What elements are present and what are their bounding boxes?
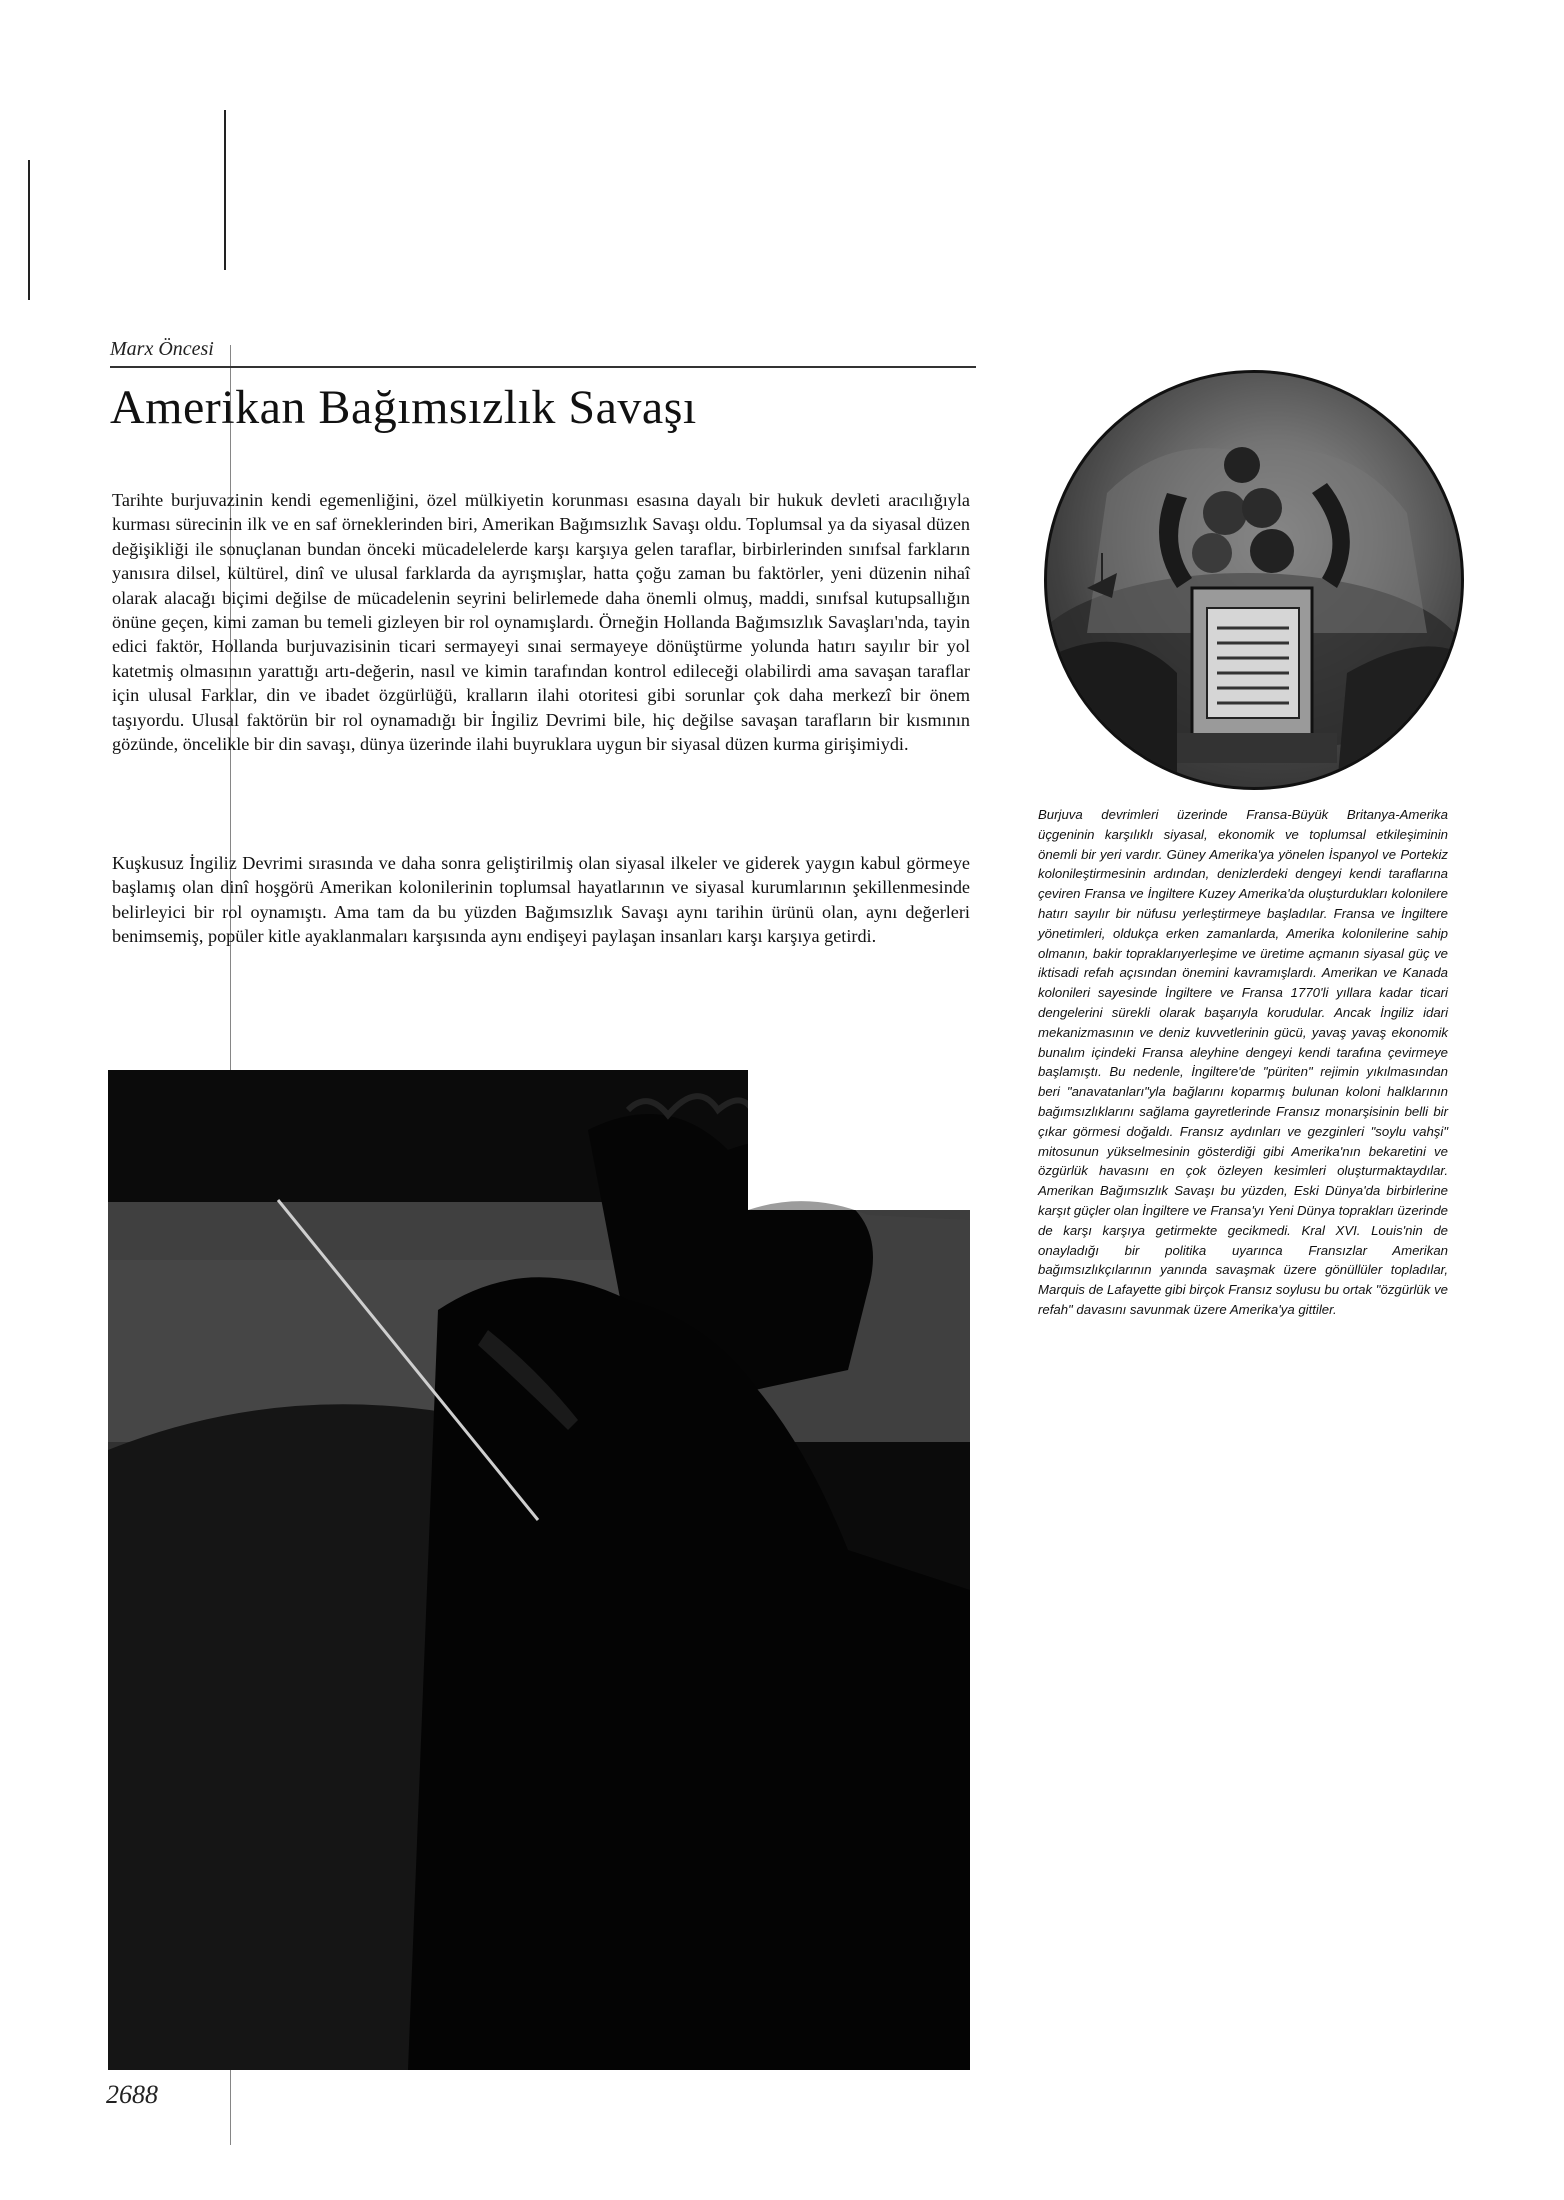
horseman-illustration [108, 1070, 970, 2070]
image-caption: Burjuva devrimleri üzerinde Fransa-Büyük Britanya-Amerika üçgeninin karşılıklı siyasal, ekonomik ve toplumsal etkileşiminin önemli bir yeri vardır. Güney Amerika'ya yönelen İspanyol ve Portekiz kolonileştirmesinin ardından, denizlerdeki dengeyi kendi taraflarına çeviren Fransa ve İngiltere Kuzey Amerika'da oluşturdukları kolonilere hatırı sayılır bir nüfusu yerleştirmeye başladılar. Fransa ve İngiltere yönetimleri, oldukça erken zamanlarda, Amerika kolonilerine sahip olmanın, bakir topraklarıyerleşime ve üretime açmanın siyasal güç ve iktisadi refah açısından önemini kavramışlardı. Amerikan ve Kanada kolonileri sayesinde İngiltere ve Fransa 1770'li yıllara kadar ticari dengelerini sürekli olarak başarıyla korudular. Ancak İngiliz idari mekanizmasının ve deniz kuvvetlerinin gücü, yavaş yavaş ekonomik bunalım içindeki Fransa aleyhine dengeyi kendi tarafına çevirmeye başlamıştı. Bu nedenle, İngiltere'de "püriten" rejimin yıkılmasından beri "anavatanları"yla bağlarını koparmış bulunan koloni halklarının bağımsızlıklarını sağlama gayretlerinde Fransız monarşisinin belli bir çıkar görmesi doğaldı. Fransız aydınları ve gezginleri "soylu vahşi" mitosunun yükselmesinin gösterdiği gibi Amerika'nın bekaretini ve özgürlük havasını en çok özleyen kesimleri oluşturmaktaydılar. Amerikan Bağımsızlık Savaşı bu yüzden, Eski Dünya'da birbirlerine karşıt güçler olan İngiltere ve Fransa'yı Yeni Dünya toprakları üzerinde de karşı karşıya getirmekte gecikmedi. Kral XVI. Louis'nin de onayladığı bir politika uyarınca Fransızlar Amerikan bağımsızlıkçılarının yanında savaşmak üzere gönüllüler topladılar, Marquis de Lafayette gibi birçok Fransız soylusu bu ortak "özgürlük ve refah" davasını savunmak üzere Amerika'ya gittiler. [1038, 807, 1448, 1317]
header-rule [110, 366, 976, 368]
body-paragraph-1: Tarihte burjuvazinin kendi egemenliğini, özel mülkiyetin korunması esasına dayalı bir hukuk devleti aracılığıyla kurması sürecinin ilk ve en saf örneklerinden biri, Amerikan Bağımsızlık Savaşı oldu. Toplumsal ya da siyasal düzen değişikliği ile sonuçlanan bundan önceki mücadelelerde karşı karşıya gelen taraflar, birbirlerinden sınıfsal farkların yanısıra dilsel, kültürel, dinî ve ulusal farklarda da ayrışmışlar, hatta çoğu zaman bu faktörler, yeni düzenin nihaî olarak alacağı biçimi değilse de mücadelenin seyrini belirlemede daha önemli olmuş, maddi, sınıfsal kutupsallığın önüne geçen, kimi zaman bu temeli gizleyen bir rol oynamışlardı. Örneğin Hollanda Bağımsızlık Savaşları'nda, tayin edici faktör, Hollanda burjuvazisinin ticari sermayeyi sınai sermayeye dönüştürme yolunda hatırı sayılır bir yol katetmiş olmasının yarattığı artı-değerin, nasıl ve kimin tarafından kontrol edileceği olabilirdi ama savaşan taraflar için ulusal Farklar, din ve ibadet özgürlüğü, kralların ilahi otoritesi gibi sorunlar çok daha merkezî bir önem taşıyordu. Ulusal faktörün bir rol oynamadığı bir İngiliz Devrimi bile, hiç değilse savaşan tarafların bir kısmının gözünde, öncelikle bir din savaşı, dünya üzerinde ilahi buyruklara uygun bir siyasal düzen kurma girişimiydi. [112, 490, 970, 755]
body-paragraph-2: Kuşkusuz İngiliz Devrimi sırasında ve daha sonra geliştirilmiş olan siyasal ilkeler ve giderek yaygın kabul görmeye başlamış olan dinî hoşgörü Amerikan kolonilerinin toplumsal hayatlarının ve siyasal kurumlarının şekillenmesinde belirleyici bir rol oynamıştı. Ama tam da bu yüzden Bağımsızlık Savaşı aynı tarihin ürünü olan, aynı değerleri benimsemiş, popüler kitle ayaklanmaları karşısında aynı endişeyi paylaşan insanları karşı karşıya getirdi. [112, 853, 970, 947]
article-title: Amerikan Bağımsızlık Savaşı [110, 381, 697, 434]
scan-artifact-line [28, 160, 30, 300]
painting-image [108, 1070, 970, 2070]
medallion-image [1044, 370, 1464, 790]
page-number: 2688 [106, 2080, 158, 2109]
medallion-illustration [1047, 373, 1461, 787]
scan-artifact-line [224, 110, 226, 270]
running-header: Marx Öncesi [110, 338, 214, 360]
